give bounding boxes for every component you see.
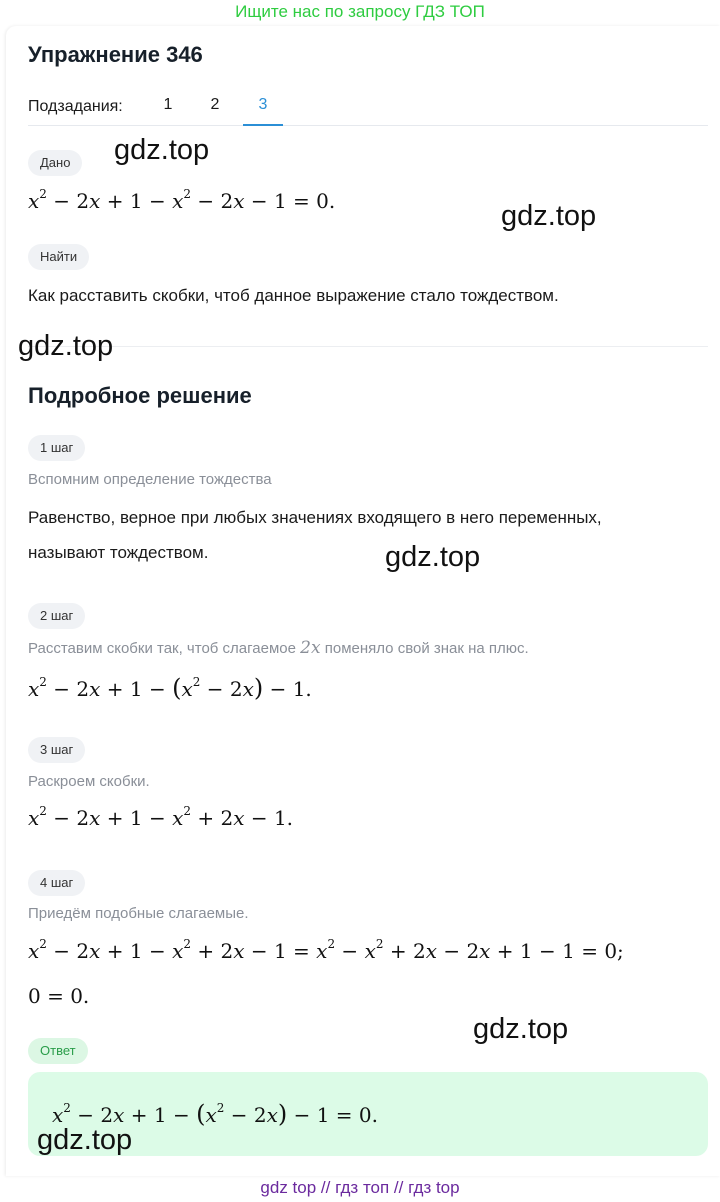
answer-badge: Ответ <box>28 1038 88 1064</box>
tab-subtask-2[interactable]: 2 <box>210 96 220 113</box>
search-banner: Ищите нас по запросу ГДЗ ТОП <box>235 2 485 21</box>
tab-subtask-1[interactable]: 1 <box>163 96 173 113</box>
find-badge: Найти <box>28 244 89 270</box>
step-2-hint-before: Расставим скобки так, чтоб слагаемое <box>28 640 296 657</box>
solution-title: Подробное решение <box>28 383 252 408</box>
step-3-hint: Раскроем скобки. <box>28 773 150 790</box>
watermark: gdz.top <box>114 134 210 166</box>
watermark: gdz.top <box>37 1124 133 1156</box>
section-divider <box>28 346 708 347</box>
step-1-badge: 1 шаг <box>28 435 85 461</box>
step-4-badge: 4 шаг <box>28 870 85 896</box>
step-1-text-line1: Равенство, верное при любых значениях входящего в него переменных, <box>28 508 602 527</box>
watermark: gdz.top <box>473 1013 569 1045</box>
step-2-hint-after: поменяло свой знак на плюс. <box>324 640 529 657</box>
step-1-text-line2: называют тождеством. <box>28 543 209 562</box>
exercise-title: Упражнение 346 <box>28 42 203 67</box>
step-4-expression-1: $x^2 - 2x + 1 - x^2 + 2x - 1 = x^2 - x^2 + 2x - 2x + 1 - 1 = 0$; <box>28 937 624 963</box>
given-badge: Дано <box>28 150 82 176</box>
step-3-badge: 3 шаг <box>28 737 85 763</box>
watermark: gdz.top <box>501 200 597 232</box>
subtask-tabs <box>28 94 708 126</box>
answer-expression: $x^2 - 2x + 1 - (x^2 - 2x) - 1 = 0$. <box>52 1100 378 1128</box>
footer-links[interactable]: gdz top // гдз топ // гдз top <box>260 1178 460 1197</box>
tab-subtask-3[interactable]: 3 <box>243 96 283 126</box>
step-4-expression-2: 0 = 0. <box>28 984 90 1008</box>
watermark: gdz.top <box>385 541 481 573</box>
watermark: gdz.top <box>18 330 114 362</box>
step-2-expression: $x^2 - 2x + 1 - (x^2 - 2x) - 1$. <box>28 674 312 702</box>
step-2-hint-math: 2x <box>300 638 321 658</box>
subtasks-label: Подзадания: <box>28 98 123 115</box>
step-2-badge: 2 шаг <box>28 603 85 629</box>
step-2-hint <box>28 638 529 658</box>
find-text: Как расставить скобки, чтоб данное выражение стало тождеством. <box>28 286 559 305</box>
given-expression: $x^2 - 2x + 1 - x^2 - 2x - 1 = 0$. <box>28 187 336 213</box>
step-1-hint: Вспомним определение тождества <box>28 471 272 488</box>
step-3-expression: $x^2 - 2x + 1 - x^2 + 2x - 1$. <box>28 804 294 830</box>
step-4-hint: Приедём подобные слагаемые. <box>28 905 249 922</box>
